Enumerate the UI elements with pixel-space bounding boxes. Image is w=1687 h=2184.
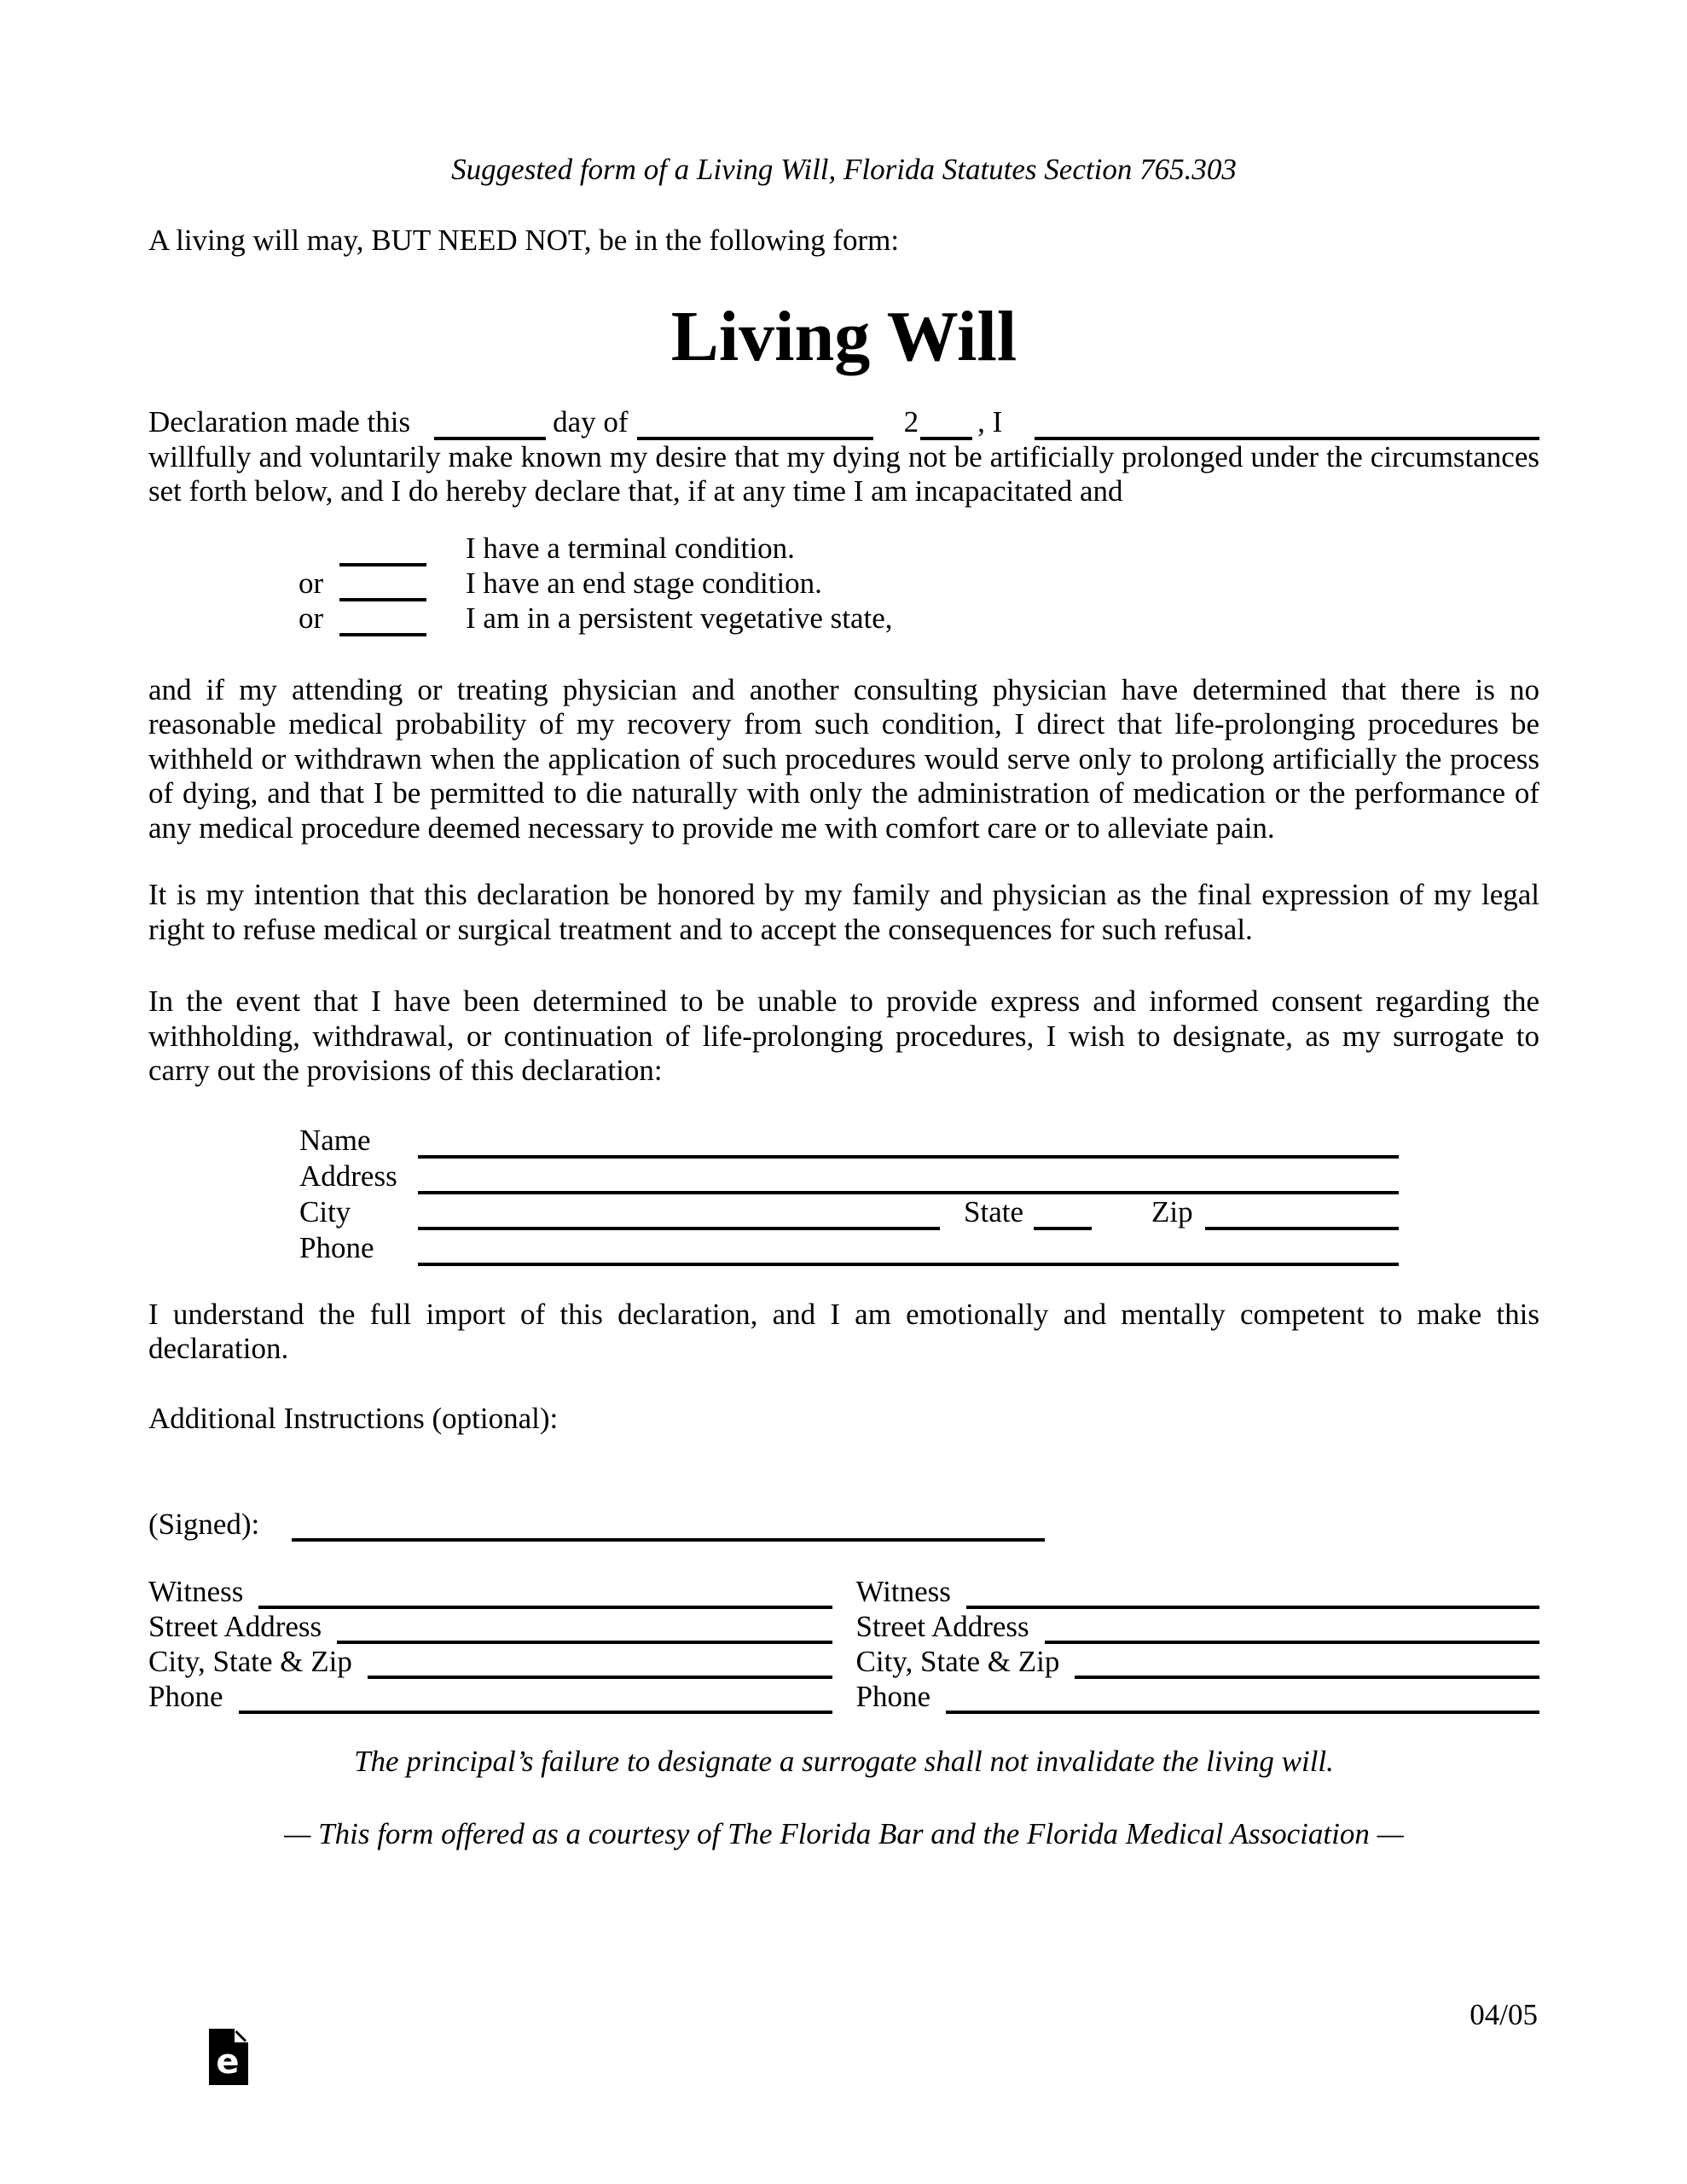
additional-instructions-label: Additional Instructions (optional): bbox=[148, 1401, 559, 1435]
declaration-lead-text: Declaration made this bbox=[148, 405, 411, 439]
surrogate-phone-label: Phone bbox=[299, 1230, 374, 1264]
end-stage-condition-blank[interactable] bbox=[339, 598, 426, 601]
surrogate-zip-label: Zip bbox=[1151, 1194, 1193, 1228]
declaration-comma-i-text: , I bbox=[977, 405, 1003, 439]
condition-label: I am in a persistent vegetative state, bbox=[466, 601, 893, 635]
surrogate-name-label: Name bbox=[299, 1123, 371, 1157]
declaration-continuation: willfully and voluntarily make known my desire that my dying not be artificially prolonged under the circumstances set forth below, and I do hereby declare that, if at any time I am incapacitated and bbox=[148, 439, 1539, 508]
declaration-day-of-text: day of bbox=[553, 405, 629, 439]
condition-row-end-stage bbox=[148, 566, 1539, 601]
witness-1-phone-row bbox=[148, 1679, 832, 1714]
witness-1-city-state-zip-label: City, State & Zip bbox=[148, 1644, 352, 1678]
witness-2-phone-label: Phone bbox=[855, 1679, 930, 1713]
conditions-list bbox=[148, 531, 1539, 636]
witness-2-name-label: Witness bbox=[855, 1574, 951, 1608]
surrogate-address-row bbox=[299, 1159, 1399, 1194]
witness-1-name-label: Witness bbox=[148, 1574, 244, 1608]
surrogate-address-label: Address bbox=[299, 1159, 397, 1193]
surrogate-fields-block bbox=[299, 1123, 1399, 1266]
paragraph-intention: It is my intention that this declaration be honored by my family and physician as the final expression of my legal right to refuse medical or surgical treatment and to accept the consequences for such refusal. bbox=[148, 878, 1539, 946]
logo-letter: e bbox=[216, 2042, 240, 2082]
condition-label: I have a terminal condition. bbox=[466, 531, 795, 565]
witness-1-street-label: Street Address bbox=[148, 1609, 322, 1643]
page-title: Living Will bbox=[670, 296, 1017, 376]
terminal-condition-blank[interactable] bbox=[339, 563, 426, 566]
paragraph-surrogate: In the event that I have been determined to be unable to provide express and informed consent regarding the withholding, withdrawal, or continuation of life-prolonging procedures, I wish to designate, as my surrogate to carry out the provisions of this declaration: bbox=[148, 985, 1539, 1087]
surrogate-state-label: State bbox=[964, 1194, 1023, 1228]
eforms-logo-icon bbox=[209, 2029, 248, 2085]
witness-1-phone-label: Phone bbox=[148, 1679, 223, 1713]
surrogate-zip-blank[interactable] bbox=[1205, 1227, 1399, 1230]
witness-2-street-row bbox=[856, 1609, 1540, 1644]
witness-1-name-row bbox=[148, 1574, 832, 1609]
witness-2-city-state-zip-label: City, State & Zip bbox=[855, 1644, 1060, 1678]
surrogate-city-blank[interactable] bbox=[418, 1227, 940, 1230]
footnote-courtesy: — This form offered as a courtesy of The Florida Bar and the Florida Medical Association — bbox=[284, 1816, 1404, 1850]
form-intro: A living will may, BUT NEED NOT, be in the following form: bbox=[148, 224, 900, 257]
footnote-principal: The principal’s failure to designate a surrogate shall not invalidate the living will. bbox=[354, 1745, 1334, 1778]
condition-prefix: or bbox=[299, 566, 324, 600]
surrogate-name-row bbox=[299, 1123, 1399, 1159]
witness-2-phone-blank[interactable] bbox=[946, 1711, 1539, 1714]
surrogate-name-blank[interactable] bbox=[418, 1155, 1399, 1159]
witness-2-phone-row bbox=[856, 1679, 1540, 1714]
day-blank[interactable] bbox=[434, 437, 546, 440]
year-blank[interactable] bbox=[920, 437, 972, 440]
condition-row-vegetative bbox=[148, 601, 1539, 636]
witness-2-city-state-zip-row bbox=[856, 1644, 1540, 1679]
signed-row bbox=[148, 1503, 1539, 1542]
witness-section bbox=[148, 1574, 1539, 1714]
witness-2-street-label: Street Address bbox=[855, 1609, 1029, 1643]
signature-blank[interactable] bbox=[292, 1538, 1045, 1542]
month-blank[interactable] bbox=[637, 437, 873, 440]
surrogate-phone-blank[interactable] bbox=[418, 1263, 1399, 1266]
paragraph-competence: I understand the full import of this declaration, and I am emotionally and mentally competent to make this declaration. bbox=[148, 1297, 1539, 1365]
witness-1-street-row bbox=[148, 1609, 832, 1644]
condition-row-terminal bbox=[148, 531, 1539, 566]
surrogate-city-row bbox=[299, 1194, 1399, 1230]
surrogate-address-blank[interactable] bbox=[418, 1191, 1399, 1194]
declaration-year-prefix: 2 bbox=[903, 405, 919, 439]
page-code: 04/05 bbox=[1470, 1998, 1538, 2031]
surrogate-state-blank[interactable] bbox=[1034, 1227, 1092, 1230]
condition-prefix: or bbox=[299, 601, 324, 635]
declaration-line bbox=[148, 402, 1539, 440]
condition-label: I have an end stage condition. bbox=[466, 566, 822, 600]
surrogate-phone-row bbox=[299, 1230, 1399, 1266]
witness-1-phone-blank[interactable] bbox=[239, 1711, 832, 1714]
document-page-icon bbox=[209, 2029, 248, 2085]
witness-1-city-state-zip-row bbox=[148, 1644, 832, 1679]
vegetative-state-blank[interactable] bbox=[339, 633, 426, 636]
signed-label: (Signed): bbox=[148, 1507, 260, 1541]
declarant-name-blank[interactable] bbox=[1035, 437, 1539, 440]
paragraph-physician: and if my attending or treating physician and another consulting physician have determined that there is no reasonable medical probability of my recovery from such condition, I direct that life-prolonging procedures be withheld or withdrawn when the application of such procedures would serve only to prolong artificially the process of dying, and that I be permitted to die naturally with only the administration of medication or the performance of any medical procedure deemed necessary to provide me with comfort care or to alleviate pain. bbox=[148, 672, 1539, 845]
surrogate-city-label: City bbox=[299, 1194, 351, 1228]
witness-2-name-row bbox=[856, 1574, 1540, 1609]
form-header-note: Suggested form of a Living Will, Florida Statutes Section 765.303 bbox=[451, 153, 1237, 186]
